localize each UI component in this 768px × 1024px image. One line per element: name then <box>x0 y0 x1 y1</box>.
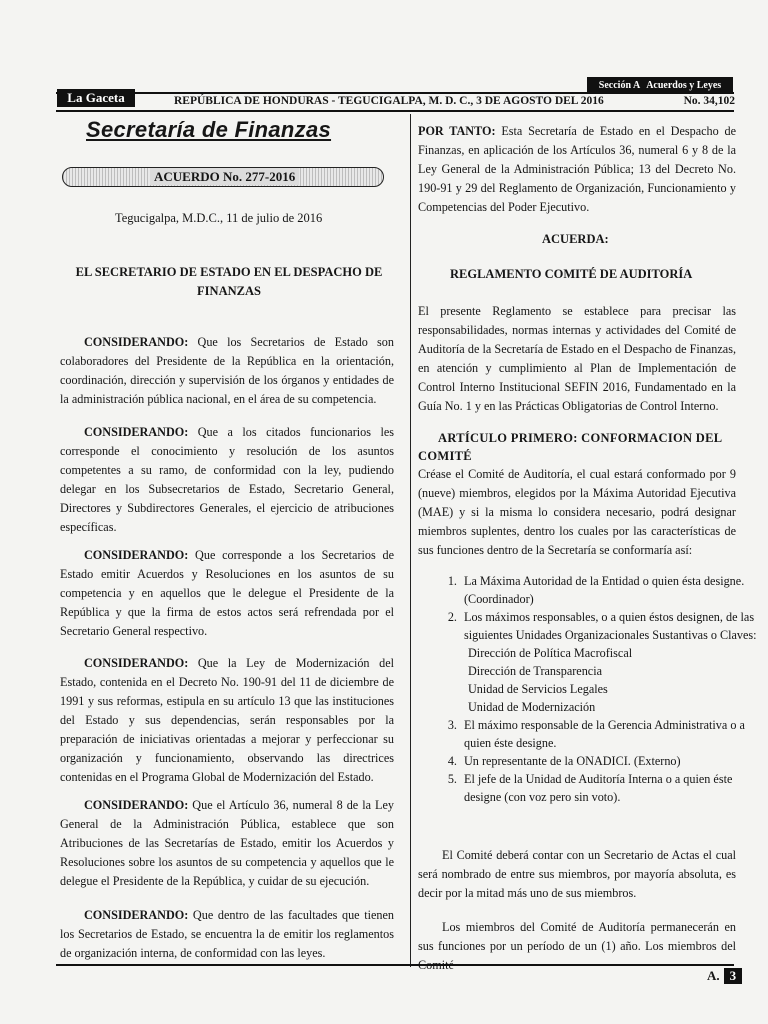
considerando-3 <box>60 546 394 641</box>
page-number <box>707 968 742 984</box>
considerando-6 <box>60 906 394 963</box>
considerando-text: Que corresponde a los Secretarios de Estado emitir Acuerdos y Resoluciones en los asuntos de su competencia y en aquellos que le delegue el Presidente de la República y que la firma de estos actos será refrendada por el Secretario General respectivo. <box>60 548 394 638</box>
por-tanto <box>418 122 736 217</box>
list-item-text: Los máximos responsables, o a quien éstos designen, de las siguientes Unidades Organizacionales Sustantivas o Claves: <box>464 610 757 642</box>
place-date: REPÚBLICA DE HONDURAS - TEGUCIGALPA, M. D. C., 3 DE AGOSTO DEL 2016 <box>174 95 604 107</box>
permanencia-paragraph: Los miembros del Comité de Auditoría permanecerán en sus funciones por un período de un (1) año. Los miembros del <box>418 920 736 953</box>
page-number-box: 3 <box>724 968 743 984</box>
list-item: 1. La Máxima Autoridad de la Entidad o quien ésta designe. (Coordinador) <box>460 572 760 608</box>
por-tanto-label: POR TANTO: <box>418 124 496 138</box>
considerando-text: Que dentro de las facultades que tienen los Secretarios de Estado, se encuentra la de emitir los reglamentos de organización interna, de conformidad con las leyes. <box>60 908 394 960</box>
header-rule-bottom <box>56 110 734 112</box>
considerando-2 <box>60 423 394 537</box>
considerando-text: Que el Artículo 36, numeral 8 de la Ley General de la Administración Pública, establece que son Atribuciones de las Secretarías de Estado, emitir los Acuerdos y Resoluciones sobre los asuntos de su competencia y aquellos que le delegue el Presidente de la República, y cuidar de su ejecución. <box>60 798 394 888</box>
articulo-primero-heading: ARTÍCULO PRIMERO: CONFORMACION DEL COMITÉ <box>418 431 722 463</box>
header-rule-top <box>56 92 734 94</box>
reglamento-intro: El presente Reglamento se establece para precisar las responsabilidades, normas internas y actividades del Comité de Auditoría de la Secretaría de Estado en el Despacho de Finanzas, en atención y cumplimiento al Plan de Implementación de Control Interno Institucional SEFIN 2016, Fundamentado en la Guía No. 1 y en las Prácticas Obligatorias de Control Interno. <box>418 304 736 413</box>
secretario-actas-paragraph: El Comité deberá contar con un Secretario de Actas el cual será nombrado de entre sus miembros, por mayoría absoluta, es decir por la mitad más uno de sus miembros. <box>418 848 736 900</box>
date-line: Tegucigalpa, M.D.C., 11 de julio de 2016 <box>115 211 323 225</box>
gazette-logo: La Gaceta <box>57 89 135 107</box>
considerando-label: CONSIDERANDO: <box>84 335 189 349</box>
column-divider <box>410 114 411 967</box>
considerando-label: CONSIDERANDO: <box>84 908 189 922</box>
articulo-primero-body: Créase el Comité de Auditoría, el cual estará conformado por 9 (nueve) miembros, elegidos por la Máxima Autoridad Ejecutiva (MAE) y si la misma lo considera necesario, podrá designar miembros suplentes, dentro los cuales por las características de sus funciones dentro de la Secretaría se conformaría así: <box>418 467 736 557</box>
reglamento-title: REGLAMENTO COMITÉ DE AUDITORÍA <box>450 267 693 281</box>
committee-members-list <box>440 572 760 806</box>
considerando-1 <box>60 333 394 409</box>
acuerdo-number: ACUERDO No. 277-2016 <box>150 168 299 185</box>
list-item: 3. El máximo responsable de la Gerencia Administrativa o a quien éste designe. <box>460 716 760 752</box>
section-letter: A. <box>707 968 720 983</box>
department-title: Secretaría de Finanzas <box>86 117 332 142</box>
considerando-4 <box>60 654 394 787</box>
footer-rule <box>56 964 734 966</box>
header-line <box>150 95 735 109</box>
list-item: 4. Un representante de la ONADICI. (Externo) <box>460 752 760 770</box>
acuerda-heading: ACUERDA: <box>542 232 609 246</box>
list-item <box>460 608 760 716</box>
considerando-text: Que la Ley de Modernización del Estado, contenida en el Decreto No. 190-91 del 11 de diciembre de 1991 y sus reformas, estipula en su artículo 13 que las instituciones del Estado y sus dependencias, serán responsables por la preparación de iniciativas orientadas a mejorar y perfeccionar su organización y funcionamiento, observando las directrices contenidas en el Programa Global de Modernización del Estado. <box>60 656 394 784</box>
section-name: Acuerdos y Leyes <box>646 79 722 91</box>
section-label: Sección A <box>598 79 641 91</box>
considerando-label: CONSIDERANDO: <box>84 798 189 812</box>
unit-item: Unidad de Servicios Legales <box>468 682 608 696</box>
section-tab <box>587 77 733 93</box>
considerando-text: Que los Secretarios de Estado son colaboradores del Presidente de la República en la orientación, coordinación, dirección y supervisión de los órganos y entidades de la administración pública nacional, en el área de su competencia. <box>60 335 394 406</box>
considerando-label: CONSIDERANDO: <box>84 425 189 439</box>
por-tanto-text: Esta Secretaría de Estado en el Despacho de Finanzas, en aplicación de los Artículos 36, numeral 6 y 8 de la Ley General de la Administración Pública; 13 del Decreto No. 190-91 y 29 del Reglamento de Organización, Funcionamiento y Competencias del Poder Ejecutivo. <box>418 124 736 214</box>
unit-item: Dirección de Política Macrofiscal <box>468 646 633 660</box>
secretario-heading: EL SECRETARIO DE ESTADO EN EL DESPACHO DE FINANZAS <box>75 265 383 298</box>
considerando-5 <box>60 796 394 891</box>
units-list <box>464 644 760 716</box>
unit-item: Dirección de Transparencia <box>468 664 603 678</box>
unit-item: Unidad de Modernización <box>468 700 596 714</box>
list-item: 5. El jefe de la Unidad de Auditoría Interna o a quien éste designe (con voz pero sin voto). <box>460 770 760 806</box>
issue-number: No. 34,102 <box>683 95 735 107</box>
considerando-text: Que a los citados funcionarios les corresponde el conocimiento y resolución de los asuntos competentes a su ramo, de conformidad con la ley, pudiendo delegar en los Subsecretarios de Estado, Secretario General, Directores y Subdirectores Generales, el ejercicio de atribuciones específicas. <box>60 425 394 534</box>
considerando-label: CONSIDERANDO: <box>84 656 189 670</box>
considerando-label: CONSIDERANDO: <box>84 548 189 562</box>
